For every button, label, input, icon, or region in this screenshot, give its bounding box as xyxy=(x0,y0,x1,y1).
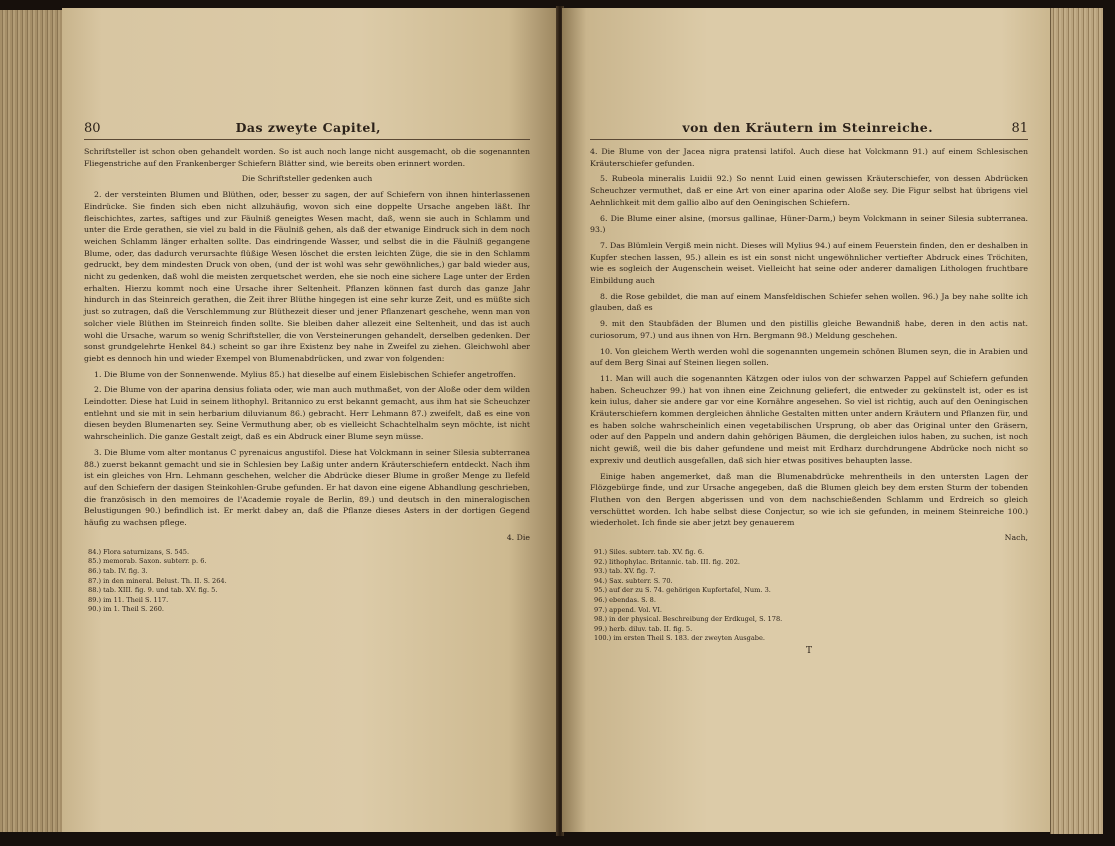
footnote: 100.) im ersten Theil S. 183. der zweyten Ausgabe. xyxy=(594,634,766,643)
paragraph: Schriftsteller ist schon oben gehandelt worden. So ist auch noch lange nicht ausgemacht, ob die sogenannten Fliegenstriche auf den Frankenberger Schiefern Blätter sind, wie bereits oben erinnert worden. xyxy=(84,147,530,168)
paragraph: Einige haben angemerket, daß man die Blumenabdrücke mehrentheils in den untersten Lagen der Flözgebürge finde, und zur Ursache angegeben, daß die Blumen gleich bey dem ersten Sturm der tobenden Fluthen von den Bergen abgerissen und von dem nachschießenden Schlamm und Erdreich so gleich verschüttet worden. Ich habe selbst diese Conjectur, so wie ich sie gefunden, in meinem Steinreiche 100.) wiederholet. Ich finde sie aber jetzt bey genauerem xyxy=(590,471,1028,528)
paragraph: 7. Das Blümlein Vergiß mein nicht. Dieses will Mylius 94.) auf einem Feuerstein finden, den er deshalben in Kupfer stechen lassen, 95.) allein es ist ein sonst nicht ungewöhnlicher vertiefter Abdruck eines Tröchiten, wie es sogleich der Augenschein weiset. Vielleicht hat seine oder anderer damaligen Lithologen fruchtbare Einbildung auch xyxy=(590,240,1028,286)
footnote: 96.) ebendas. S. 8. xyxy=(594,596,656,605)
paragraph: 11. Man will auch die sogenannten Kätzgen oder iulos von der schwarzen Pappel auf Schiefern gefunden haben. Scheuchzer 99.) hat von ihnen eine Zeichnung geliefert, die entweder zu gekünstelt ist, oder es ist kein iulus, daher sie andere gar vor eine Kornähre angesehen. So viel ist richtig, auch auf den Oeningischen Kräuterschiefern kommen dergleichen ähnliche Gestalten mitten unter andern Kräutern und Pflanzen für, und es haben solche wahrscheinlich einen vegetabilischen Ursprung, ob aber das Original unter den Gräsern, oder auf den Pappeln und andern dahin gehörigen Bäumen, die dergleichen iulos haben, zu suchen, ist noch nicht gewiß, weil die bis daher gefundene und meist mit Erdharz durchdrungene Abdrücke noch nicht so exprexiv und deutlich ausgefallen, daß sich hier etwas positives behaupten lasse. xyxy=(590,373,1028,465)
footnote: 84.) Flora saturnizans, S. 545. xyxy=(88,547,190,556)
catchword: Nach, xyxy=(1004,533,1028,543)
paragraph: 2. Die Blume von der aparina densius foliata oder, wie man auch muthmaßet, von der Aloße oder dem wilden Leindotter. Diese hat Luid in seinem lithophyl. Britannico zu erst bekannt gemacht, aus ihm hat sie Scheuchzer entlehnt und sie mit in sein herbarium diluvianum 86.) gebracht. Herr Lehmann 87.) zweifelt, daß es eine von diesen beyden Blumenarten sey. Seine Vermuthung aber, ob es vielleicht Schachtelhalm seyn möchte, ist nicht wahrscheinlich. Die ganze Gestalt zeigt, daß es ein Abdruck einer Blume seyn müsse. xyxy=(84,385,530,442)
footnote: 90.) im 1. Theil S. 260. xyxy=(88,605,165,614)
catchword: 4. Die xyxy=(506,532,530,542)
footnote: 97.) append. Vol. VI. xyxy=(594,605,662,614)
footnote: 99.) herb. diluv. tab. II. fig. 5. xyxy=(594,624,693,633)
right-page xyxy=(562,8,1050,832)
footnote: 91.) Siles. subterr. tab. XV. fig. 6. xyxy=(594,548,705,557)
signature-mark: T xyxy=(805,646,812,657)
page-number: 80 xyxy=(84,121,101,136)
footnote: 86.) tab. IV. fig. 3. xyxy=(88,566,148,575)
paragraph: 9. mit den Staubfäden der Blumen und den pistillis gleiche Bewandniß habe, deren in den actis nat. curiosorum, 97.) und aus ihnen von Hrn. Bergmann 98.) Meldung geschehen. xyxy=(590,319,1028,340)
right-page-edges xyxy=(1050,8,1103,834)
footnote: 88.) tab. XIII. fig. 9. und tab. XV. fig. 5. xyxy=(88,586,218,595)
footnote: 98.) in der physical. Beschreibung der Erdkugel, S. 178. xyxy=(594,615,783,624)
footnote: 92.) lithophylac. Britannic. tab. III. fig. 202. xyxy=(594,557,741,566)
right-running-header xyxy=(590,120,1028,140)
page-number: 81 xyxy=(1011,121,1028,136)
left-page-edges xyxy=(0,10,63,832)
paragraph: 10. Von gleichem Werth werden wohl die sogenannten ungemein schönen Blumen seyn, die in Arabien und auf dem Berg Sinai auf Steinen liegen sollen. xyxy=(590,346,1028,368)
footnote: 95.) auf der zu S. 74. gehörigen Kupfertafel, Num. 3. xyxy=(594,586,771,595)
running-head: Das zweyte Capitel, xyxy=(235,120,381,135)
paragraph: 2. der versteinten Blumen und Blüthen, oder, besser zu sagen, der auf Schiefern von ihnen hinterlassenen Eindrücke. Sie finden sich eben nicht allzuhäufig, wovon sich eine doppelte Ursache angeben läßt. Ihr fleischichtes, zartes, saftiges und zur Fäulniß geneigtes Wesen macht, daß, wenn sie auch in Schlamm und unter die Erde gerathen, sie viel zu bald in die Fäulniß gehen, als daß der etwanige Eindruck sich in dem noch weichen Schlamm länger erhalten sollte. Das eindringende Wasser, und selbst die in die Fäulniß gegangene Blume, oder, das dadurch verursachte flüßige Wesen löschet die ersten leichten Züge, die sie in den Schlamm gedruckt, bey dem mindesten Druck von oben, (und der ist wohl was sehr gewöhnliches,) gar bald wieder aus, nicht zu gedenken, daß wohl die meisten zerquetschet werden, ehe sie noch eine sichere Lage unter der Erden erhalten. Hierzu kommt noch eine Ursache ihrer Seltenheit. Pflanzen können fast durch das ganze Jahr hindurch in das Steinreich gerathen, die Zeit ihrer Blüthe hingegen ist eine sehr kurze Zeit, und es müßte sich just so zutragen, daß die Verschlemmung zur Blüthezeit dieser und jener Pflanzenart geschehe, wenn man von solcher viele Blüthen im Steinreich finden sollte. Sie bleiben daher allezeit eine Seltenheit, und das ist auch wohl die Ursache, warum so wenig Schriftsteller, die von Versteinerungen gehandelt, derselben gedenken. Der sonst grundgelehrte Henkel 84.) scheint so gar ihre Existenz bey nahe in Zweifel zu ziehen. Gleichwohl aber giebt es dennoch hin und wieder Exempel von Blumenabdrücken, und zwar von folgenden: xyxy=(84,190,530,363)
footnote: 87.) in den mineral. Belust. Th. II. S. 264. xyxy=(88,576,227,585)
paragraph: 3. Die Blume vom alter montanus C pyrenaicus angustifol. Diese hat Volckmann in seiner Silesia subterranea 88.) zuerst bekannt gemacht und sie in Schlesien bey Laßig unter andern Kräuterschiefern entdeckt. Nach ihm ist ein gleiches von Hrn. Lehmann geschehen, welcher die Abdrücke dieser Blume in großer Menge zu Ilefeld auf den Schiefern der dasigen Steinkohlen-Grube gefunden. Er hat davon eine eigene Abhandlung geschrieben, die französisch in den memoires de l'Academie royale de Berlin, 89.) und deutsch in den mineralogischen Belustigungen 90.) befindlich ist. Er merkt dabey an, daß die Pflanze dieses Asters in der dortigen Gegend häufig zu wachsen pflege. xyxy=(84,447,530,528)
paragraph: 6. Die Blume einer alsine, (morsus gallinae, Hüner-Darm,) beym Volckmann in seiner Silesia subterranea. 93.) xyxy=(590,213,1028,235)
paragraph: 8. die Rose gebildet, die man auf einem Mansfeldischen Schiefer sehen wollen. 96.) Ja bey nahe sollte ich glauben, daß es xyxy=(590,291,1028,313)
paragraph: Die Schriftsteller gedenken auch xyxy=(241,174,373,184)
running-head: von den Kräutern im Steinreiche. xyxy=(682,120,934,135)
paragraph: 4. Die Blume von der Jacea nigra pratensi latifol. Auch diese hat Volckmann 91.) auf einem Schlesischen Kräuterschiefer gefunden. xyxy=(590,147,1028,168)
left-running-header xyxy=(84,120,530,140)
footnotes xyxy=(590,548,1028,644)
footnotes xyxy=(84,548,530,615)
paragraph: 5. Rubeola mineralis Luidii 92.) So nennt Luid einen gewissen Kräuterschiefer, von dessen Abdrücken Scheuchzer vermuthet, daß er eine Art von einer aparina oder Aloße sey. Die Figur selbst hat übrigens viel Aehnlichkeit mit dem gallio albo auf den Oeningischen Schiefern. xyxy=(590,174,1028,207)
footnote: 93.) tab. XV. fig. 7. xyxy=(594,567,656,576)
footnote: 94.) Sax. subterr. S. 70. xyxy=(594,576,673,585)
paragraph: 1. Die Blume von der Sonnenwende. Mylius 85.) hat dieselbe auf einem Eislebischen Schiefer angetroffen. xyxy=(94,369,516,379)
footnote: 85.) memorab. Saxon. subterr. p. 6. xyxy=(88,557,207,566)
footnote: 89.) im 11. Theil S. 117. xyxy=(88,595,169,604)
left-page xyxy=(62,8,558,832)
